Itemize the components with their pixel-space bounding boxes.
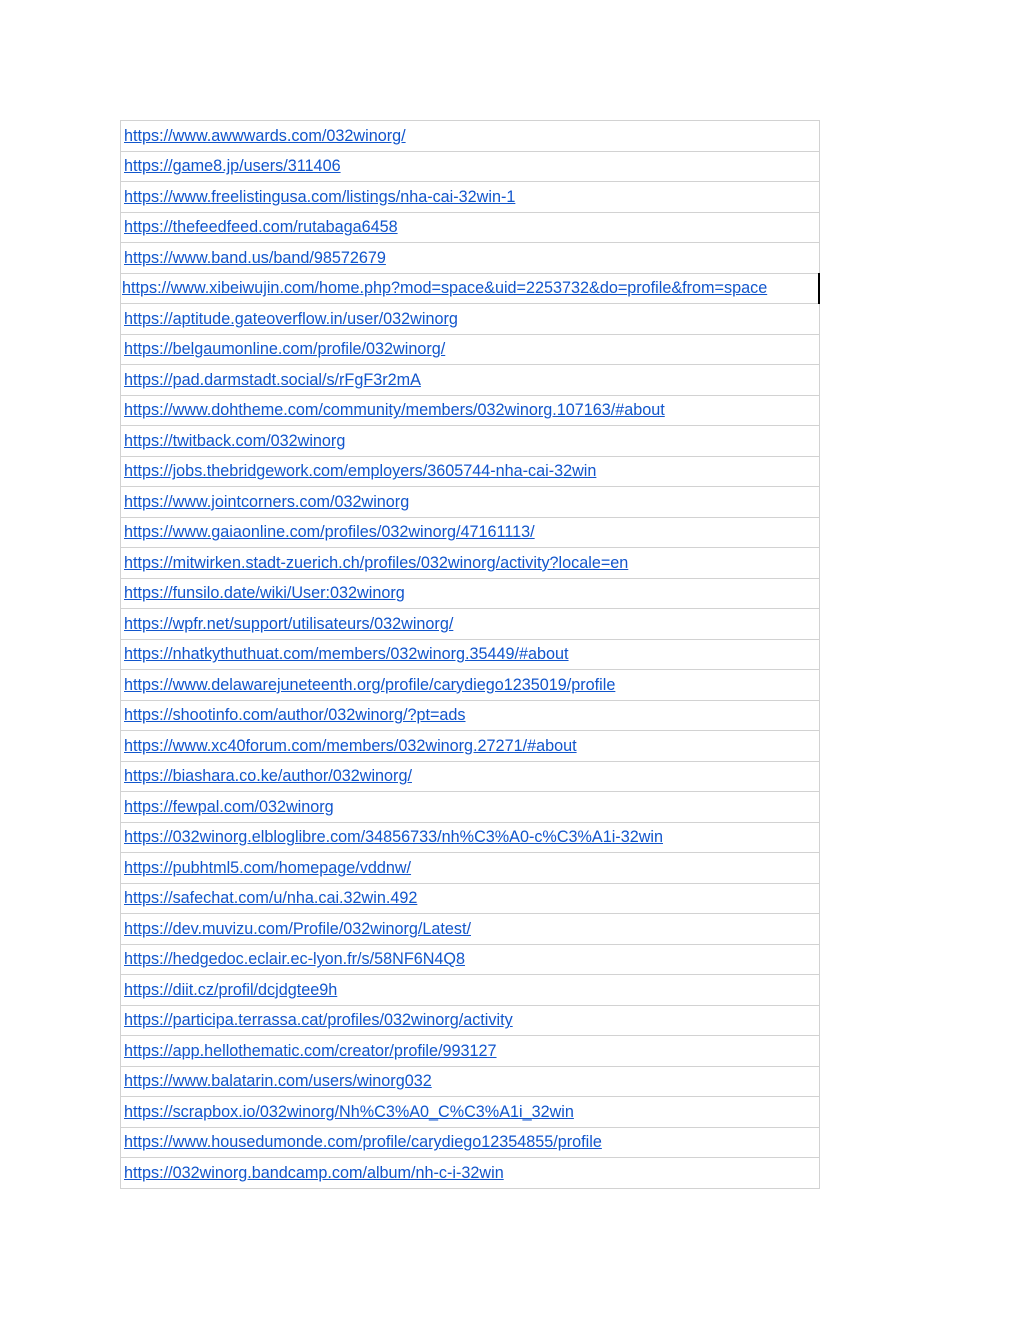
table-row [121,151,820,182]
table-row [121,334,820,365]
table-cell-selected[interactable] [121,273,820,304]
table-cell [121,822,820,853]
table-cell [121,944,820,975]
link[interactable]: https://aptitude.gateoverflow.in/user/032winorg [124,309,458,328]
table-cell [121,182,820,213]
table-row [121,1097,820,1128]
table-cell [121,731,820,762]
link[interactable]: https://funsilo.date/wiki/User:032winorg [124,584,405,603]
table-row [121,273,820,304]
table-row [121,517,820,548]
table-row [121,1127,820,1158]
link[interactable]: https://pubhtml5.com/homepage/vddnw/ [124,858,412,877]
table-cell [121,700,820,731]
table-cell [121,487,820,518]
link[interactable]: https://safechat.com/u/nha.cai.32win.492 [124,889,418,908]
table-row [121,975,820,1006]
table-cell [121,212,820,243]
link[interactable]: https://hedgedoc.eclair.ec-lyon.fr/s/58NF6N4Q8 [124,950,466,969]
link[interactable]: https://032winorg.elbloglibre.com/34856733/nh%C3%A0-c%C3%A1i-32win [124,828,663,847]
table-cell [121,243,820,274]
table-cell [121,670,820,701]
link[interactable]: https://www.gaiaonline.com/profiles/032winorg/47161113/ [124,523,535,542]
table-row [121,731,820,762]
link[interactable]: https://app.hellothematic.com/creator/profile/993127 [124,1041,497,1060]
table-row [121,121,820,152]
table-cell [121,1158,820,1189]
table-row [121,670,820,701]
link[interactable]: https://www.dohtheme.com/community/members/032winorg.107163/#about [124,401,665,420]
link[interactable]: https://game8.jp/users/311406 [124,157,341,176]
link[interactable]: https://jobs.thebridgework.com/employers/3605744-nha-cai-32win [124,462,597,481]
table-row [121,609,820,640]
table-row [121,456,820,487]
link[interactable]: https://wpfr.net/support/utilisateurs/032winorg/ [124,614,454,633]
table-cell [121,639,820,670]
link[interactable]: https://www.delawarejuneteenth.org/profile/carydiego1235019/profile [124,675,616,694]
link[interactable]: https://diit.cz/profil/dcjdgtee9h [124,980,338,999]
table-cell [121,1066,820,1097]
table-row [121,700,820,731]
table-cell [121,548,820,579]
table-cell [121,609,820,640]
link[interactable]: https://thefeedfeed.com/rutabaga6458 [124,218,398,237]
table-row [121,487,820,518]
link[interactable]: https://www.xibeiwujin.com/home.php?mod=space&uid=2253732&do=profile&from=space [122,279,768,298]
table-cell [121,1036,820,1067]
table-cell [121,1005,820,1036]
table-cell [121,975,820,1006]
link[interactable]: https://twitback.com/032winorg [124,431,346,450]
link[interactable]: https://fewpal.com/032winorg [124,797,334,816]
table-row [121,548,820,579]
link[interactable]: https://www.jointcorners.com/032winorg [124,492,410,511]
link[interactable]: https://participa.terrassa.cat/profiles/032winorg/activity [124,1011,513,1030]
link[interactable]: https://032winorg.bandcamp.com/album/nh-c-i-32win [124,1163,504,1182]
table-cell [121,304,820,335]
table-row [121,914,820,945]
table-row [121,883,820,914]
table-row [121,426,820,457]
table-cell [121,395,820,426]
table-cell [121,883,820,914]
table-cell [121,761,820,792]
table-row [121,761,820,792]
table-row [121,822,820,853]
table-cell [121,426,820,457]
table-cell [121,792,820,823]
table-cell [121,914,820,945]
table-row [121,304,820,335]
link[interactable]: https://www.band.us/band/98572679 [124,248,386,267]
table-row [121,944,820,975]
table-row [121,212,820,243]
link[interactable]: https://belgaumonline.com/profile/032winorg/ [124,340,446,359]
link[interactable]: https://dev.muvizu.com/Profile/032winorg/Latest/ [124,919,471,938]
link[interactable]: https://nhatkythuthuat.com/members/032winorg.35449/#about [124,645,569,664]
table-row [121,395,820,426]
table-cell [121,1097,820,1128]
table-row [121,578,820,609]
table-cell [121,1127,820,1158]
table-row [121,1005,820,1036]
link[interactable]: https://www.xc40forum.com/members/032winorg.27271/#about [124,736,577,755]
table-cell [121,853,820,884]
table-cell [121,365,820,396]
link[interactable]: https://shootinfo.com/author/032winorg/?pt=ads [124,706,466,725]
table-row [121,1158,820,1189]
link[interactable]: https://mitwirken.stadt-zuerich.ch/profiles/032winorg/activity?locale=en [124,553,629,572]
table-cell [121,151,820,182]
link[interactable]: https://pad.darmstadt.social/s/rFgF3r2mA [124,370,421,389]
link[interactable]: https://www.balatarin.com/users/winorg032 [124,1072,432,1091]
table-row [121,853,820,884]
link[interactable]: https://www.housedumonde.com/profile/carydiego12354855/profile [124,1133,602,1152]
table-cell [121,121,820,152]
table-row [121,792,820,823]
table-cell [121,517,820,548]
table-cell [121,456,820,487]
table-row [121,1066,820,1097]
table-row [121,1036,820,1067]
table-cell [121,334,820,365]
link[interactable]: https://www.awwwards.com/032winorg/ [124,126,406,145]
link[interactable]: https://biashara.co.ke/author/032winorg/ [124,767,412,786]
link[interactable]: https://scrapbox.io/032winorg/Nh%C3%A0_C%C3%A1i_32win [124,1102,574,1121]
table-row [121,182,820,213]
link-table [120,120,820,1189]
table-row [121,639,820,670]
table-row [121,365,820,396]
table-cell [121,578,820,609]
table-row [121,243,820,274]
link[interactable]: https://www.freelistingusa.com/listings/nha-cai-32win-1 [124,187,516,206]
